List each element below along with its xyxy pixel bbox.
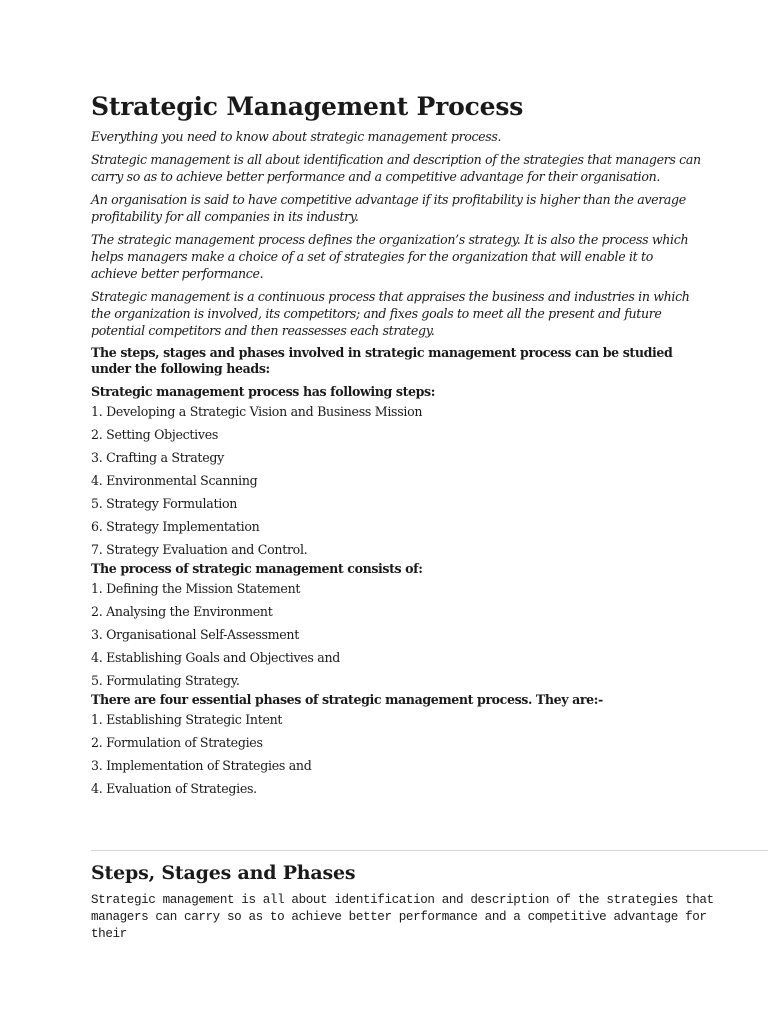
intro-paragraph: An organisation is said to have competitive advantage if its profitability is higher than the average profitability for all companies in its industry. bbox=[91, 192, 686, 224]
list-item: 4. Evaluation of Strategies. bbox=[91, 781, 257, 796]
steps-stages-section bbox=[91, 860, 731, 943]
list-item: 5. Strategy Formulation bbox=[91, 496, 238, 511]
list-item: 4. Establishing Goals and Objectives and bbox=[91, 650, 341, 665]
section-heading: Steps, Stages and Phases bbox=[91, 862, 356, 884]
list-item: 3. Implementation of Strategies and bbox=[91, 758, 312, 773]
list-item: 2. Analysing the Environment bbox=[91, 604, 273, 619]
list-heading: The process of strategic management consists of: bbox=[91, 561, 423, 576]
intro-paragraph: The strategic management process defines the organization’s strategy. It is also the process which helps managers make a choice of a set of strategies for the organization that will enable it to achieve better performance. bbox=[91, 232, 689, 281]
list-heading: Strategic management process has following steps: bbox=[91, 384, 435, 399]
intro-paragraph: Strategic management is all about identification and description of the strategies that managers can carry so as to achieve better performance and a competitive advantage for their organisation. bbox=[91, 152, 701, 184]
steps-list bbox=[91, 400, 701, 561]
list-item: 1. Establishing Strategic Intent bbox=[91, 712, 283, 727]
document-body bbox=[91, 90, 701, 800]
list-item: 2. Formulation of Strategies bbox=[91, 735, 263, 750]
intro-paragraph: Strategic management is a continuous process that appraises the business and industries in which the organization is involved, its competitors; and fixes goals to meet all the present and future potential competitors and then reassesses each strategy. bbox=[91, 289, 690, 338]
section-paragraph: Strategic management is all about identification and description of the strategies that managers can carry so as to achieve better performance and a competitive advantage for their bbox=[91, 893, 714, 941]
phases-list bbox=[91, 708, 701, 800]
section-divider bbox=[91, 850, 768, 851]
list-item: 6. Strategy Implementation bbox=[91, 519, 260, 534]
list-item: 7. Strategy Evaluation and Control. bbox=[91, 542, 308, 557]
page-title: Strategic Management Process bbox=[91, 92, 524, 121]
list-item: 1. Defining the Mission Statement bbox=[91, 581, 301, 596]
process-list bbox=[91, 577, 701, 692]
intro-paragraph: Everything you need to know about strategic management process. bbox=[91, 129, 502, 144]
list-item: 3. Crafting a Strategy bbox=[91, 450, 224, 465]
list-item: 3. Organisational Self-Assessment bbox=[91, 627, 300, 642]
list-item: 4. Environmental Scanning bbox=[91, 473, 258, 488]
list-item: 5. Formulating Strategy. bbox=[91, 673, 240, 688]
list-item: 1. Developing a Strategic Vision and Business Mission bbox=[91, 404, 423, 419]
list-item: 2. Setting Objectives bbox=[91, 427, 219, 442]
steps-intro: The steps, stages and phases involved in strategic management process can be studied under the following heads: bbox=[91, 345, 673, 376]
list-heading: There are four essential phases of strategic management process. They are:- bbox=[91, 692, 603, 707]
